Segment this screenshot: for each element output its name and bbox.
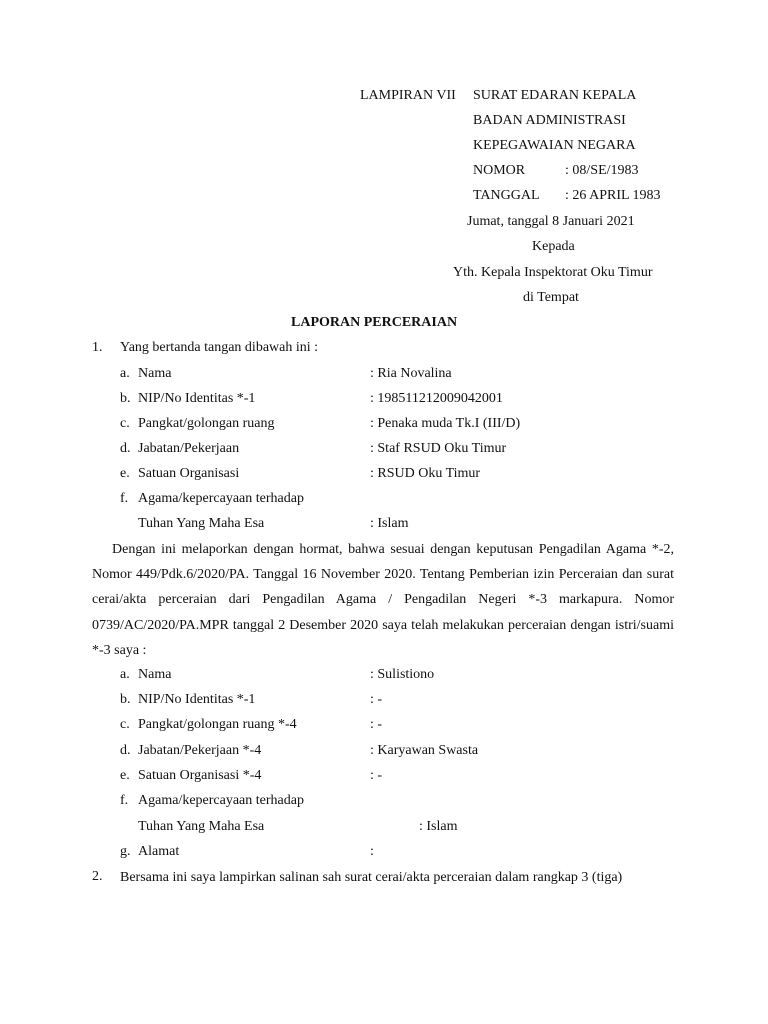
item-label: Satuan Organisasi (138, 466, 240, 481)
body-paragraph-text: Dengan ini melaporkan dengan hormat, bahwa sesuai dengan keputusan Pengadilan Agama *-2, Nomor 449/Pdk.6/2020/PA. Tanggal 16 November 2020. Tentang Pemberian izin Perceraian dan surat cerai/akta perceraian dari Pengadilan Agama / Pengadilan Negeri *-3 markapura. Nomor 0739/AC/2020/PA.MPR tanggal 2 Desember 2020 saya telah melakukan perceraian dengan istri/suami *-3 saya : (92, 542, 674, 658)
item-label-continued: Tuhan Yang Maha Esa (138, 819, 265, 834)
item-letter: d. (120, 441, 131, 456)
item-value: : - (370, 692, 383, 707)
item-value: : Sulistiono (370, 667, 435, 682)
item-label: Jabatan/Pekerjaan (138, 441, 240, 456)
item-value: : - (370, 717, 383, 732)
item-value: : RSUD Oku Timur (370, 466, 481, 481)
item-value: : Ria Novalina (370, 366, 452, 381)
item-label: Pangkat/golongan ruang *-4 (138, 717, 297, 732)
item-label: Nama (138, 366, 172, 381)
item-label-continued: Tuhan Yang Maha Esa (138, 516, 265, 531)
item-letter: c. (120, 717, 130, 732)
header-line-1: SURAT EDARAN KEPALA (473, 88, 637, 103)
item-letter: d. (120, 743, 131, 758)
section-1-intro: Yang bertanda tangan dibawah ini : (120, 340, 319, 355)
item-label: Agama/kepercayaan terhadap (138, 491, 304, 506)
di-tempat: di Tempat (523, 290, 579, 305)
item-letter: e. (120, 466, 130, 481)
item-letter: a. (120, 667, 130, 682)
nomor-label: NOMOR (473, 163, 526, 178)
tanggal-value: : 26 APRIL 1983 (565, 188, 661, 203)
nomor-value: : 08/SE/1983 (565, 163, 639, 178)
body-paragraph (92, 537, 674, 663)
header-line-3: KEPEGAWAIAN NEGARA (473, 138, 636, 153)
item-label: Jabatan/Pekerjaan *-4 (138, 743, 262, 758)
item-letter: c. (120, 416, 130, 431)
item-value: : Islam (419, 819, 458, 834)
item-letter: b. (120, 391, 131, 406)
section-2-text: Bersama ini saya lampirkan salinan sah surat cerai/akta perceraian dalam rangkap 3 (tiga) (120, 870, 623, 885)
kepada-label: Kepada (532, 239, 575, 254)
item-letter: f. (120, 793, 129, 808)
item-value: : Islam (370, 516, 409, 531)
header-line-2: BADAN ADMINISTRASI (473, 113, 626, 128)
item-value: : (370, 844, 374, 859)
section-1-number: 1. (92, 340, 103, 355)
item-value: : Staf RSUD Oku Timur (370, 441, 507, 456)
item-label: Nama (138, 667, 172, 682)
item-label: Satuan Organisasi *-4 (138, 768, 262, 783)
tanggal-label: TANGGAL (473, 188, 540, 203)
item-value: : - (370, 768, 383, 783)
item-label: NIP/No Identitas *-1 (138, 391, 256, 406)
item-value: : Karyawan Swasta (370, 743, 479, 758)
item-letter: a. (120, 366, 130, 381)
item-value: : Penaka muda Tk.I (III/D) (370, 416, 521, 431)
item-label: Pangkat/golongan ruang (138, 416, 275, 431)
document-title: LAPORAN PERCERAIAN (291, 315, 458, 330)
item-label: Alamat (138, 844, 180, 859)
recipient: Yth. Kepala Inspektorat Oku Timur (453, 265, 653, 280)
lampiran-label: LAMPIRAN VII (360, 88, 456, 103)
item-letter: e. (120, 768, 130, 783)
item-value: : 198511212009042001 (370, 391, 503, 406)
item-label: NIP/No Identitas *-1 (138, 692, 256, 707)
date-line: Jumat, tanggal 8 Januari 2021 (467, 214, 635, 229)
item-letter: b. (120, 692, 131, 707)
item-label: Agama/kepercayaan terhadap (138, 793, 304, 808)
item-letter: f. (120, 491, 129, 506)
item-letter: g. (120, 844, 131, 859)
section-2-number: 2. (92, 869, 103, 884)
